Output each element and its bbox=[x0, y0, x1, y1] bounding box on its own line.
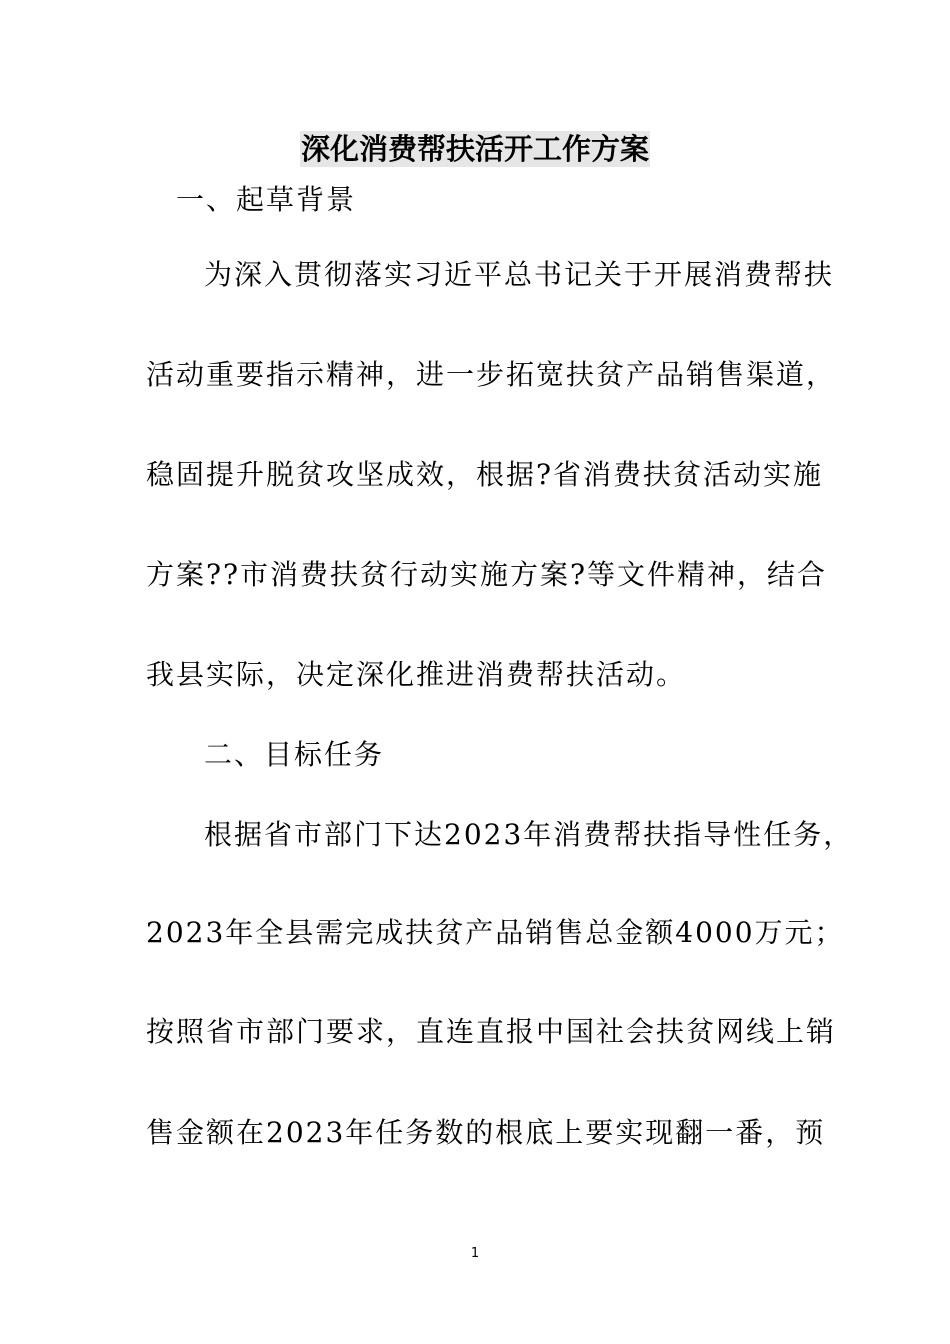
paragraph-line: 稳固提升脱贫攻坚成效，根据?省消费扶贫活动实施 bbox=[146, 458, 824, 491]
paragraph-line: 我县实际，决定深化推进消费帮扶活动。 bbox=[146, 658, 687, 691]
paragraph-line: 按照省市部门要求，直连直报中国社会扶贫网线上销 bbox=[146, 1015, 837, 1048]
paragraph-line: 方案??市消费扶贫行动实施方案?等文件精神，结合 bbox=[146, 558, 828, 591]
paragraph-line: 售金额在2023年任务数的根底上要实现翻一番，预 bbox=[146, 1116, 826, 1149]
paragraph-line: 2023年全县需完成扶贫产品销售总金额4000万元； bbox=[146, 916, 845, 949]
page-number: 1 bbox=[470, 1246, 480, 1261]
section-heading-background: 一、起草背景 bbox=[176, 183, 357, 216]
section-heading-targets: 二、目标任务 bbox=[204, 738, 385, 771]
paragraph-line: 活动重要指示精神，进一步拓宽扶贫产品销售渠道， bbox=[146, 358, 837, 391]
document-title: 深化消费帮扶活开工作方案 bbox=[300, 132, 649, 166]
paragraph-line: 根据省市部门下达2023年消费帮扶指导性任务， bbox=[204, 818, 854, 851]
title-container bbox=[0, 131, 950, 167]
paragraph-line: 为深入贯彻落实习近平总书记关于开展消费帮扶 bbox=[204, 258, 835, 291]
